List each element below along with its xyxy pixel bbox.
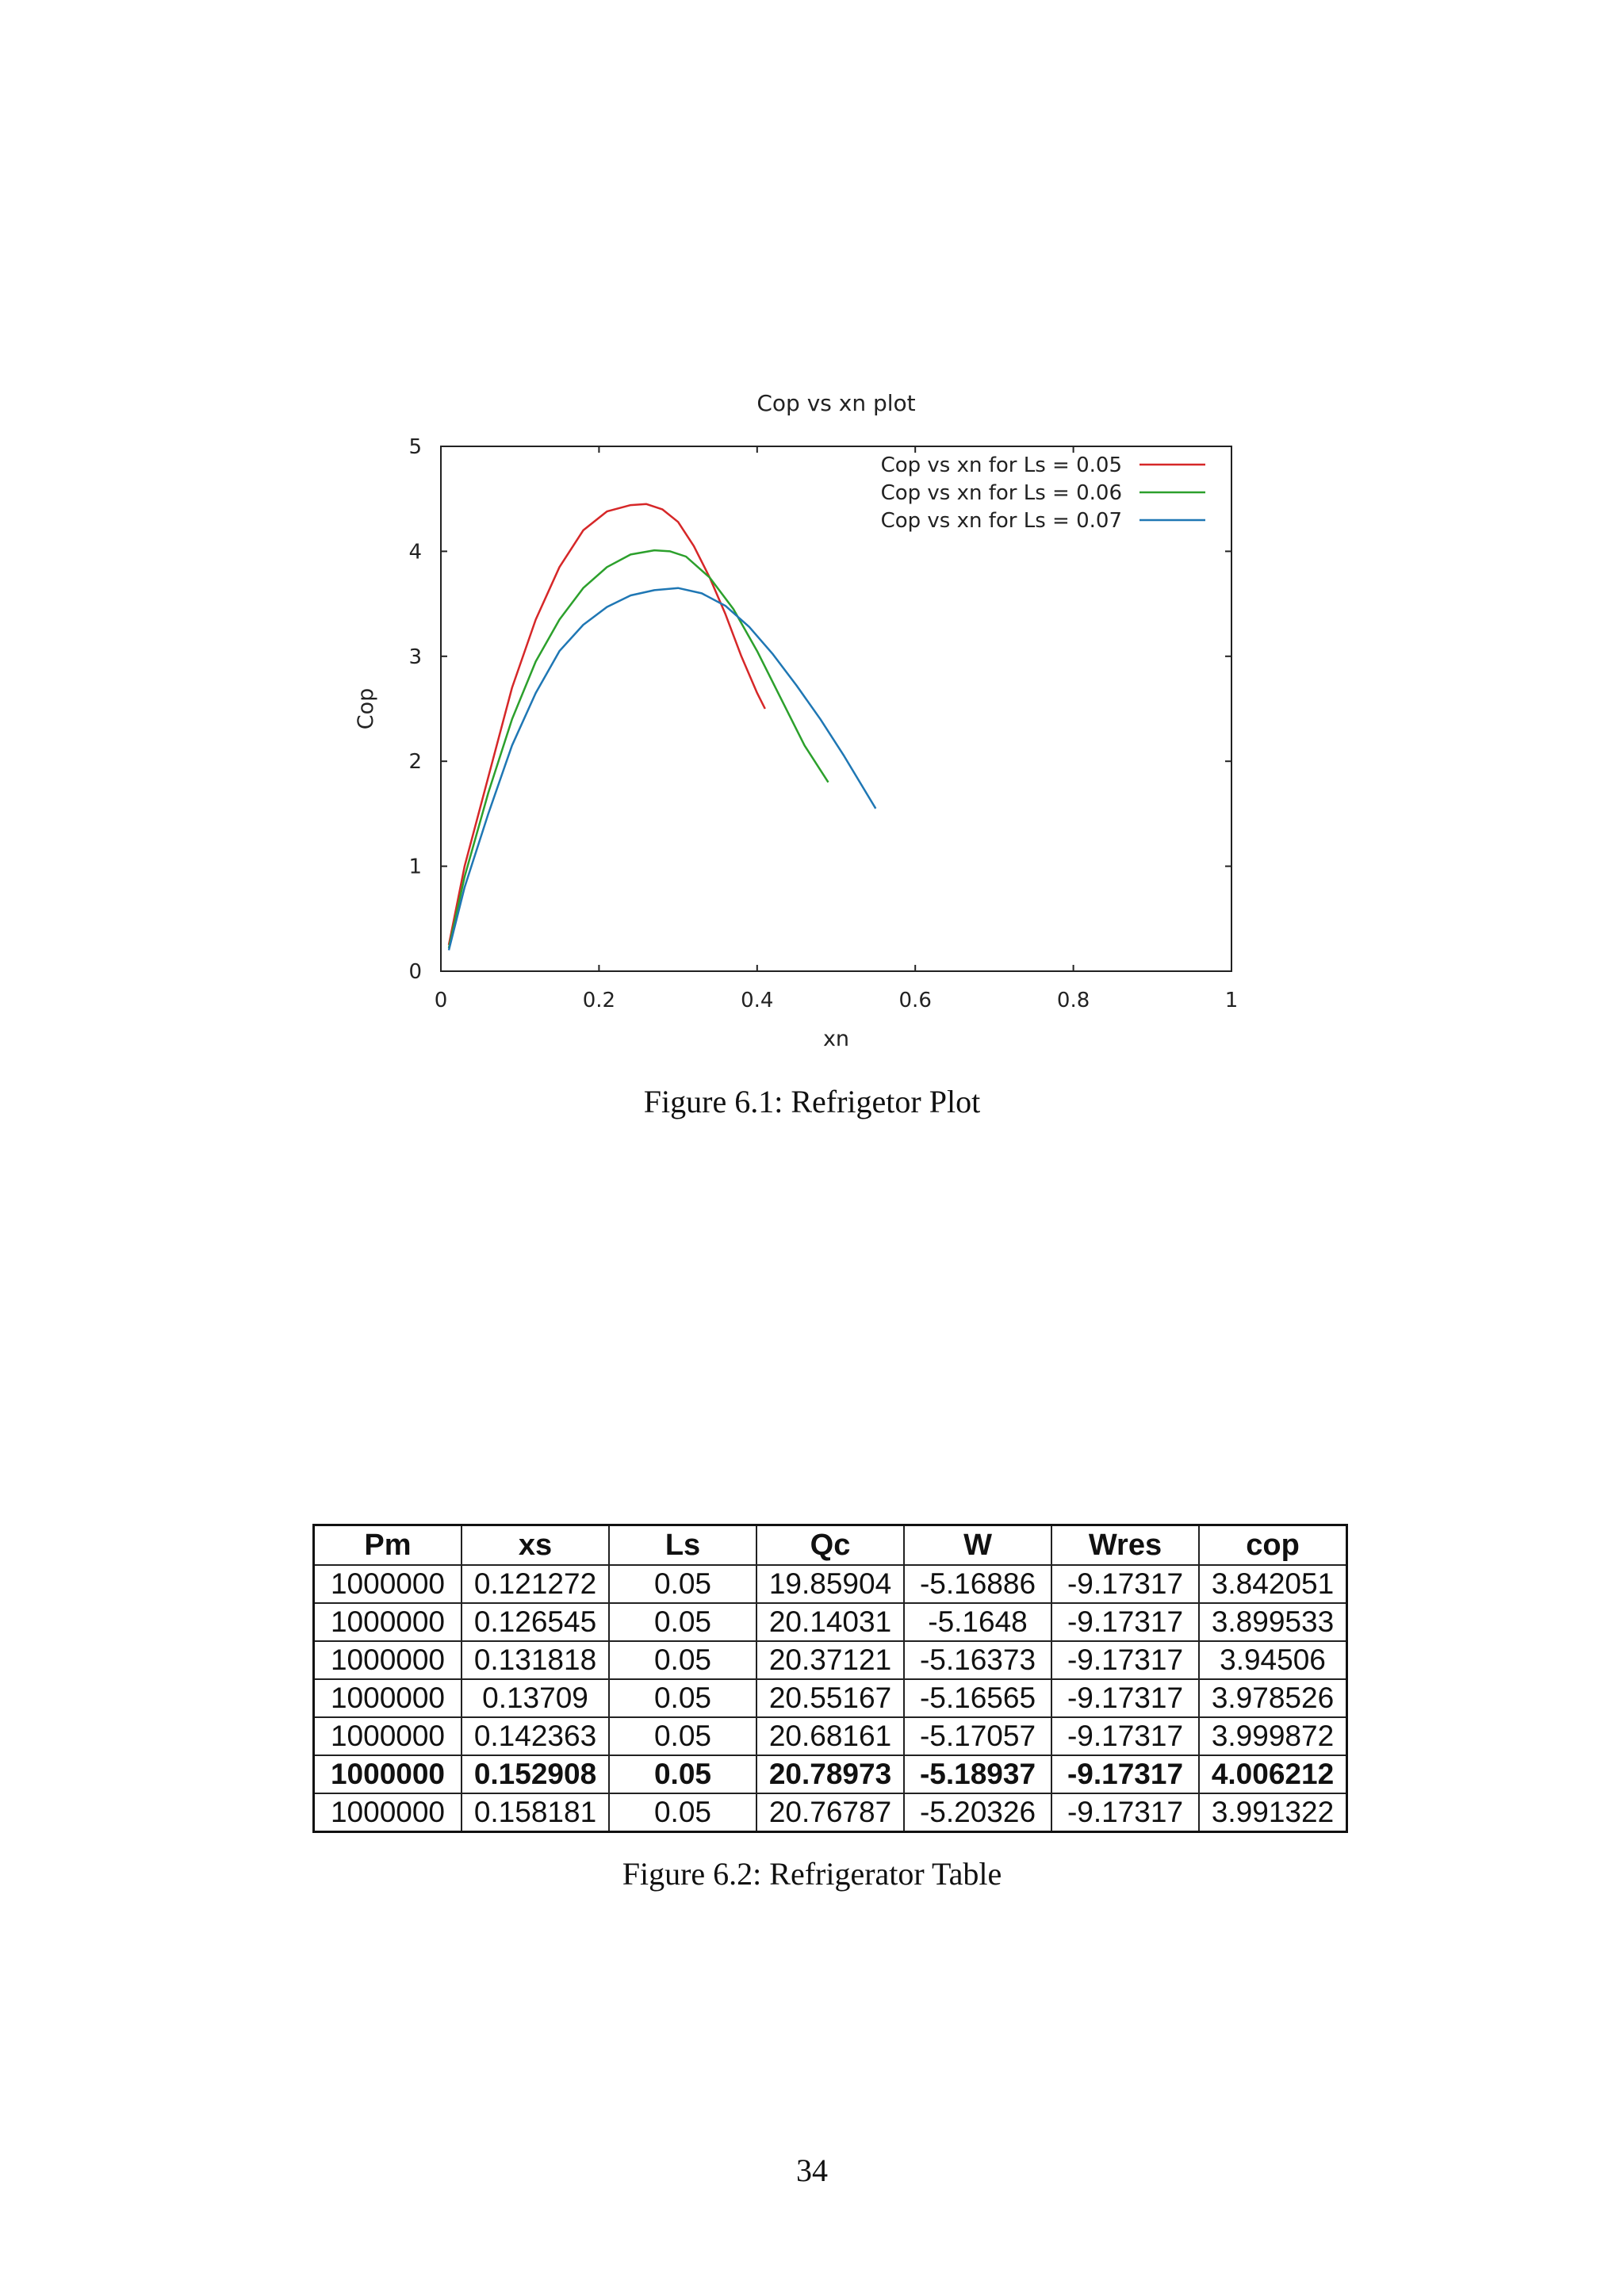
legend-label-3: Cop vs xn for Ls = 0.07 <box>880 509 1122 533</box>
table-cell-w: -5.20326 <box>904 1793 1051 1832</box>
table-cell-pm: 1000000 <box>314 1755 462 1793</box>
figure-2-caption: Figure 6.2: Refrigerator Table <box>622 1856 1002 1892</box>
table-cell-w: -5.18937 <box>904 1755 1051 1793</box>
table-cell-xs: 0.13709 <box>462 1679 609 1717</box>
table-cell-pm: 1000000 <box>314 1717 462 1755</box>
table-cell-xs: 0.158181 <box>462 1793 609 1832</box>
x-tick-label: 1 <box>1224 989 1239 1012</box>
x-tick-label: 0.2 <box>582 989 616 1012</box>
table-cell-xs: 0.142363 <box>462 1717 609 1755</box>
series-line-2 <box>449 550 829 948</box>
table-cell-w: -5.16565 <box>904 1679 1051 1717</box>
table-cell-xs: 0.152908 <box>462 1755 609 1793</box>
series-line-3 <box>449 588 875 951</box>
table-cell-wres: -9.17317 <box>1051 1603 1199 1641</box>
table-cell-cop: 3.842051 <box>1199 1565 1347 1603</box>
legend-label-1: Cop vs xn for Ls = 0.05 <box>880 453 1122 477</box>
table-cell-w: -5.16373 <box>904 1641 1051 1679</box>
table-cell-ls: 0.05 <box>609 1679 756 1717</box>
table-cell-qc: 19.85904 <box>756 1565 904 1603</box>
table-row <box>314 1755 1347 1793</box>
header-w: W <box>904 1525 1051 1566</box>
table-cell-ls: 0.05 <box>609 1793 756 1832</box>
table-cell-ls: 0.05 <box>609 1717 756 1755</box>
table-cell-cop: 3.94506 <box>1199 1641 1347 1679</box>
table-cell-cop: 3.978526 <box>1199 1679 1347 1717</box>
table-row <box>314 1603 1347 1641</box>
refrigerator-table-wrap <box>312 1524 1348 1833</box>
table-cell-cop: 4.006212 <box>1199 1755 1347 1793</box>
figure-1-caption: Figure 6.1: Refrigetor Plot <box>643 1084 981 1119</box>
header-qc: Qc <box>756 1525 904 1566</box>
table-cell-pm: 1000000 <box>314 1603 462 1641</box>
header-pm: Pm <box>314 1525 462 1566</box>
table-cell-pm: 1000000 <box>314 1793 462 1832</box>
y-tick-label: 2 <box>408 750 422 775</box>
table-row <box>314 1679 1347 1717</box>
y-tick-label: 5 <box>408 435 422 459</box>
table-cell-xs: 0.121272 <box>462 1565 609 1603</box>
table-cell-qc: 20.68161 <box>756 1717 904 1755</box>
table-cell-qc: 20.78973 <box>756 1755 904 1793</box>
table-cell-qc: 20.14031 <box>756 1603 904 1641</box>
x-tick-label: 0 <box>434 989 448 1012</box>
table-cell-ls: 0.05 <box>609 1603 756 1641</box>
header-xs: xs <box>462 1525 609 1566</box>
y-tick-label: 1 <box>408 855 422 879</box>
table-cell-cop: 3.991322 <box>1199 1793 1347 1832</box>
table-cell-qc: 20.55167 <box>756 1679 904 1717</box>
table-cell-wres: -9.17317 <box>1051 1717 1199 1755</box>
x-tick-label: 0.4 <box>741 989 774 1012</box>
table-cell-wres: -9.17317 <box>1051 1679 1199 1717</box>
refrigerator-table <box>312 1524 1348 1833</box>
legend-label-2: Cop vs xn for Ls = 0.06 <box>880 481 1122 505</box>
header-ls: Ls <box>609 1525 756 1566</box>
series-line-1 <box>449 504 765 945</box>
y-tick-label: 3 <box>408 645 422 669</box>
table-cell-xs: 0.131818 <box>462 1641 609 1679</box>
table-row <box>314 1641 1347 1679</box>
y-tick-label: 4 <box>408 540 422 564</box>
table-cell-w: -5.17057 <box>904 1717 1051 1755</box>
table-cell-qc: 20.76787 <box>756 1793 904 1832</box>
table-cell-xs: 0.126545 <box>462 1603 609 1641</box>
table-cell-w: -5.16886 <box>904 1565 1051 1603</box>
y-tick-label: 0 <box>408 960 422 984</box>
table-cell-ls: 0.05 <box>609 1565 756 1603</box>
table-row <box>314 1717 1347 1755</box>
header-wres: Wres <box>1051 1525 1199 1566</box>
table-cell-wres: -9.17317 <box>1051 1641 1199 1679</box>
chart-title: Cop vs xn plot <box>756 390 916 416</box>
table-cell-cop: 3.999872 <box>1199 1717 1347 1755</box>
table-cell-wres: -9.17317 <box>1051 1565 1199 1603</box>
x-tick-label: 0.8 <box>1056 989 1090 1012</box>
table-cell-wres: -9.17317 <box>1051 1755 1199 1793</box>
table-cell-w: -5.1648 <box>904 1603 1051 1641</box>
table-row <box>314 1793 1347 1832</box>
table-row <box>314 1565 1347 1603</box>
page-number: 34 <box>796 2152 828 2188</box>
table-header-row <box>314 1525 1347 1566</box>
y-axis-label: Cop <box>354 687 378 730</box>
table-cell-qc: 20.37121 <box>756 1641 904 1679</box>
table-cell-pm: 1000000 <box>314 1679 462 1717</box>
cop-vs-xn-chart <box>0 0 1624 1078</box>
header-cop: cop <box>1199 1525 1347 1566</box>
table-cell-ls: 0.05 <box>609 1641 756 1679</box>
table-cell-pm: 1000000 <box>314 1641 462 1679</box>
x-tick-label: 0.6 <box>898 989 932 1012</box>
x-axis-label: xn <box>822 1027 850 1051</box>
table-cell-ls: 0.05 <box>609 1755 756 1793</box>
table-cell-cop: 3.899533 <box>1199 1603 1347 1641</box>
table-cell-pm: 1000000 <box>314 1565 462 1603</box>
figure-6-1 <box>0 0 1624 1078</box>
table-cell-wres: -9.17317 <box>1051 1793 1199 1832</box>
